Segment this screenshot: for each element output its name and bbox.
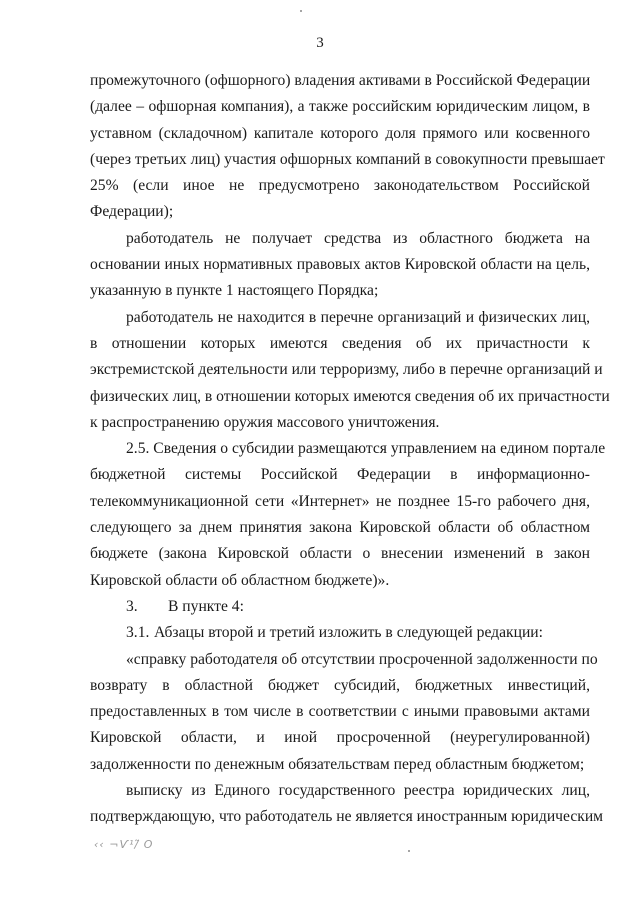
text-line: (через третьих лиц) участия офшорных компаний в совокупности превышает (90, 150, 605, 168)
text-line: экстремистской деятельности или терроризму, либо в перечне организаций и (90, 361, 603, 379)
text-line: к распространению оружия массового уничтожения. (90, 413, 440, 431)
text-line: бюджетной системы Российской Федерации в информационно- (90, 466, 590, 484)
text-line: основании иных нормативных правовых актов Кировской области на цель, (90, 256, 590, 274)
handwritten-mark: ‹‹ ¬Ѵ¹/̃ О (94, 838, 154, 851)
text-line: выписку из Единого государственного реестра юридических лиц, (126, 782, 590, 800)
text-line: возврату в областной бюджет субсидий, бюджетных инвестиций, (90, 676, 590, 694)
text-line: предоставленных в том числе в соответствии с иными правовыми актами (90, 703, 590, 721)
page-number: 3 (316, 35, 324, 51)
text-line: работодатель не находится в перечне организаций и физических лиц, (126, 308, 590, 326)
text-line: задолженности по денежным обязательствам перед областным бюджетом; (90, 755, 585, 773)
text-line: работодатель не получает средства из областного бюджета на (126, 229, 590, 247)
text-line: Кировской области об областном бюджете)». (90, 571, 390, 589)
text-line: следующего за днем принятия закона Кировской области об областном (90, 519, 590, 537)
document-body (90, 68, 610, 831)
text-line: телекоммуникационной сети «Интернет» не позднее 15-го рабочего дня, (90, 492, 590, 510)
text-line: промежуточного (офшорного) владения активами в Российской Федерации (90, 72, 591, 89)
item-number: 3.1. (126, 624, 150, 642)
text-line: Федерации); (90, 203, 174, 221)
text-line: физических лиц, в отношении которых имеются сведения об их причастности (90, 387, 610, 405)
scan-speck (300, 10, 302, 12)
text-line: Кировской области, и иной просроченной (неурегулированной) (90, 729, 590, 747)
text-line: бюджете (закона Кировской области о внесении изменений в закон (90, 545, 590, 563)
item-number: 3. (126, 597, 138, 615)
text-line: 2.5. Сведения о субсидии размещаются управлением на едином портале (126, 440, 606, 458)
text-line: уставном (складочном) капитале которого доля прямого или косвенного (90, 124, 590, 142)
numbered-item (90, 594, 590, 620)
text-line: подтверждающую, что работодатель не является иностранным юридическим (90, 808, 604, 826)
text-line: (далее – офшорная компания), а также российским юридическим лицом, в (90, 98, 590, 116)
text-line: указанную в пункте 1 настоящего Порядка; (90, 282, 379, 300)
item-text: Абзацы второй и третий изложить в следующей редакции: (154, 624, 543, 642)
numbered-item (90, 620, 590, 646)
text-line: «справку работодателя об отсутствии просроченной задолженности по (126, 650, 598, 668)
text-line: 25% (если иное не предусмотрено законодательством Российской (90, 177, 590, 195)
item-text: В пункте 4: (168, 597, 244, 615)
text-line: в отношении которых имеются сведения об их причастности к (90, 334, 590, 352)
scan-speck (408, 850, 410, 852)
